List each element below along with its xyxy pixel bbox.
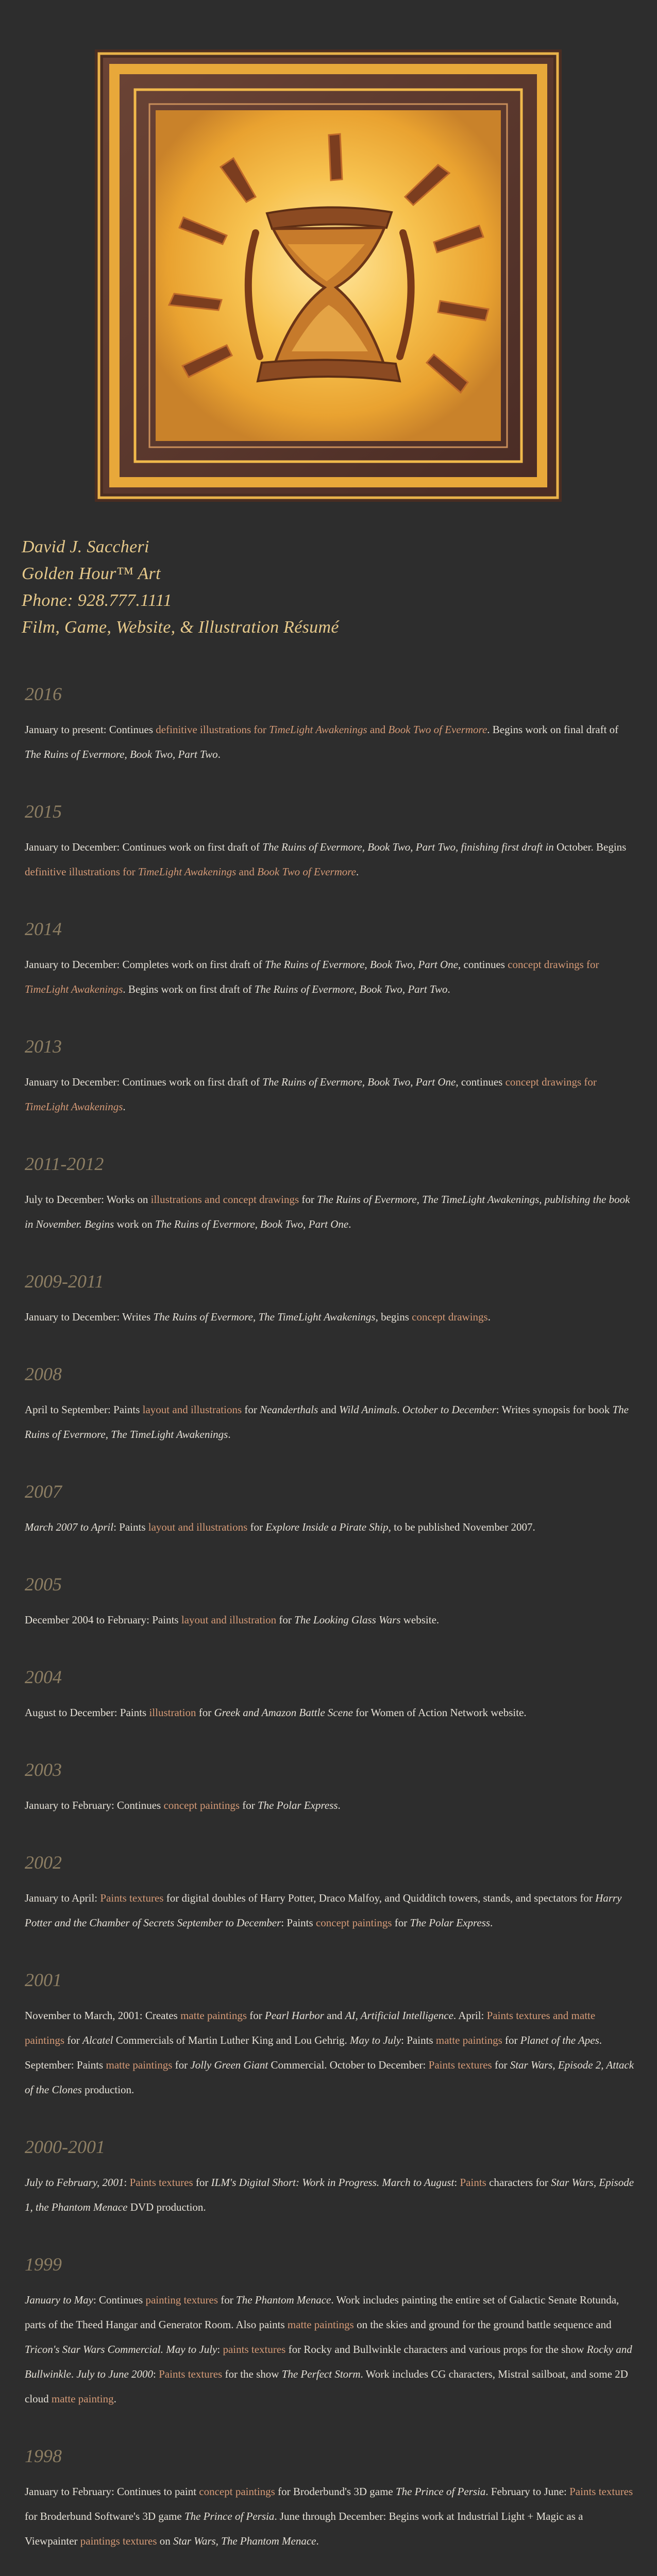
description-text: for [392, 1917, 410, 1929]
hourglass-sunburst-icon [92, 47, 566, 507]
description-text: January to December: Continues work on first draft of [25, 841, 263, 853]
description-text: The Ruins of Evermore, Book Two, Part Two [25, 748, 218, 760]
description-text: Commercials of Martin Luther King and Lou Gehrig. [113, 2034, 350, 2046]
description-text: : Paints [401, 2034, 436, 2046]
description-text: . June through December: Begins work at Industrial Light + Magic as a Viewpainter [25, 2510, 583, 2547]
description-text: for digital doubles of Harry Potter, Draco Malfoy, and Quidditch towers, stands, and spectators for [163, 1892, 596, 1904]
description-text: The Ruins of Evermore, Book Two, Part One [262, 1076, 456, 1088]
description-text: The Ruins of Evermore, Book Two, Part Two, finishing first draft in [262, 841, 554, 853]
description-text: The Ruins of Evermore, The TimeLight Awakenings [25, 1403, 629, 1440]
portfolio-link[interactable]: layout and illustrations [148, 1521, 248, 1533]
description-text: July to June 2000 [76, 2368, 154, 2380]
year-section [25, 1969, 635, 2102]
year-section [25, 1363, 635, 1447]
portfolio-link[interactable]: TimeLight Awakenings [25, 983, 123, 995]
description-text: January to May [25, 2294, 93, 2306]
description-text: August to December: Paints [25, 1706, 149, 1719]
portfolio-link[interactable]: Book Two of Evermore [257, 866, 356, 878]
year-description [25, 2003, 635, 2102]
year-heading: 2000-2001 [25, 2137, 105, 2157]
description-text: : [454, 2176, 460, 2189]
year-section [25, 918, 635, 1002]
description-text: The Ruins of Evermore, The TimeLight Awakenings [153, 1311, 376, 1323]
portfolio-link[interactable]: layout and illustrations [142, 1403, 242, 1416]
portfolio-link[interactable]: illustrations and concept drawings [150, 1193, 299, 1206]
description-text: . [71, 2368, 77, 2380]
description-text: for Broderbund Software's 3D game [25, 2510, 184, 2522]
year-heading: 2015 [25, 801, 62, 822]
description-text: . [217, 748, 221, 760]
year-description [25, 2287, 635, 2411]
description-text: AI, Artificial Intelligence [345, 2009, 453, 2022]
year-heading: 2005 [25, 1574, 62, 1595]
year-description [25, 2479, 635, 2553]
description-text: . Begins work on first draft of [123, 983, 255, 995]
year-section [25, 1036, 635, 1119]
description-text: website. [400, 1614, 440, 1626]
description-text: Neanderthals [260, 1403, 318, 1416]
description-text: Wild Animals [339, 1403, 397, 1416]
description-text: for [196, 1706, 214, 1719]
description-text: Star Wars, The Phantom Menace [173, 2535, 316, 2547]
description-text: Planet of the Apes [520, 2034, 599, 2046]
portfolio-link[interactable]: concept drawings [412, 1311, 488, 1323]
description-text: July to December: Works on [25, 1193, 151, 1206]
description-text: . April: [453, 2009, 487, 2022]
description-text: , to be published November 2007. [388, 1521, 535, 1533]
description-text: January to present: Continues [25, 723, 156, 736]
description-text: : [153, 2368, 159, 2380]
year-description [25, 835, 635, 884]
portfolio-link[interactable]: paints textures [223, 2343, 286, 2355]
description-text: , begins [375, 1311, 412, 1323]
description-text: for [64, 2034, 82, 2046]
year-heading: 2008 [25, 1364, 62, 1384]
portfolio-link[interactable]: layout and illustration [181, 1614, 277, 1626]
year-section [25, 801, 635, 884]
year-heading: 2004 [25, 1667, 62, 1687]
description-text: October to December [402, 1403, 496, 1416]
year-heading: 2014 [25, 919, 62, 939]
description-text: April to September: Paints [25, 1403, 143, 1416]
description-text: Harry Potter and the Chamber of Secrets September to December [25, 1892, 622, 1929]
description-text: for [218, 2294, 237, 2306]
year-section [25, 1153, 635, 1236]
artist-name: David J. Saccheri [22, 537, 149, 556]
portfolio-link[interactable]: concept paintings [199, 2485, 275, 2498]
portfolio-link[interactable]: definitive illustrations for [156, 723, 269, 736]
portfolio-link[interactable]: concept drawings for [505, 1076, 597, 1088]
portfolio-link[interactable]: Paints textures and matte paintings [25, 2009, 596, 2046]
year-section [25, 2136, 635, 2219]
description-text: for [492, 2059, 510, 2071]
description-text: . Work includes CG characters, Mistral sailboat, and some 2D cloud [25, 2368, 628, 2405]
description-text: , continues [458, 958, 508, 971]
description-text: for [299, 1193, 317, 1206]
description-text: Star Wars, Episode 1, the Phantom Menace [25, 2176, 634, 2213]
year-section [25, 2253, 635, 2411]
description-text: January to December: Completes work on first draft of [25, 958, 265, 971]
description-text: for [193, 2176, 211, 2189]
portfolio-link[interactable]: matte painting [51, 2393, 114, 2405]
description-text: . [316, 2535, 319, 2547]
description-text: characters for [486, 2176, 551, 2189]
description-text: January to April: [25, 1892, 100, 1904]
year-heading: 1998 [25, 2446, 62, 2466]
description-text: October. Begins [553, 841, 627, 853]
description-text: The Ruins of Evermore, Book Two, Part One [264, 958, 458, 971]
description-text: Tricon's Star Wars Commercial. May to July [25, 2343, 217, 2355]
portfolio-link[interactable]: matte paintings [106, 2059, 173, 2071]
description-text: . [356, 866, 359, 878]
phone-number: Phone: 928.777.1111 [22, 591, 172, 610]
description-text: The Ruins of Evermore, Book Two, Part Two [254, 983, 448, 995]
description-text: Star Wars, Episode 2, Attack of the Clones [25, 2059, 634, 2096]
description-text: Rocky and Bullwinkle [25, 2343, 632, 2380]
description-text: . [487, 1311, 491, 1323]
resume-header [22, 534, 635, 641]
portfolio-link[interactable]: concept paintings [163, 1799, 240, 1811]
company-name: Golden Hour™ Art [22, 564, 161, 583]
description-text: May to July [350, 2034, 401, 2046]
description-text: . [397, 1403, 402, 1416]
year-description [25, 1515, 635, 1539]
description-text: January to December: Continues work on first draft of [25, 1076, 263, 1088]
portfolio-link[interactable]: matte paintings [435, 2034, 502, 2046]
resume-title: Film, Game, Website, & Illustration Résumé [22, 618, 339, 637]
description-text: for Women of Action Network website. [352, 1706, 527, 1719]
description-text: The Prince of Persia [395, 2485, 486, 2498]
description-text: Pearl Harbor [265, 2009, 324, 2022]
year-section [25, 683, 635, 767]
description-text: work on [114, 1218, 156, 1230]
description-text: Commercial. October to December: [268, 2059, 429, 2071]
year-section [25, 1270, 635, 1329]
description-text: and [318, 1403, 340, 1416]
portfolio-link[interactable]: and [367, 723, 389, 736]
year-section [25, 1852, 635, 1935]
description-text: for [240, 1799, 258, 1811]
year-heading: 2016 [25, 684, 62, 704]
portfolio-link[interactable]: matte paintings [180, 2009, 247, 2022]
description-text: and [324, 2009, 345, 2022]
year-description [25, 1700, 635, 1725]
description-text: January to February: Continues to paint [25, 2485, 199, 2498]
portfolio-link[interactable]: Book Two of Evermore [388, 723, 487, 736]
description-text: for [172, 2059, 191, 2071]
description-text: Alcatel [82, 2034, 113, 2046]
year-description [25, 1304, 635, 1329]
description-text: . Work includes painting the entire set of Galactic Senate Rotunda, parts of the Theed Hangar and Generator Room. Also paints [25, 2294, 619, 2331]
year-heading: 2001 [25, 1970, 62, 1990]
description-text: January to December: Writes [25, 1311, 154, 1323]
portfolio-link[interactable]: Paints textures [428, 2059, 492, 2071]
year-heading: 2009-2011 [25, 1271, 104, 1292]
year-description [25, 2170, 635, 2219]
description-text: The Ruins of Evermore, The TimeLight Awakenings, publishing the book in November. Begins [25, 1193, 630, 1230]
portfolio-link[interactable]: illustration [149, 1706, 196, 1719]
description-text: : [124, 2176, 130, 2189]
description-text: . [228, 1428, 231, 1440]
portfolio-link[interactable]: Paints textures [129, 2176, 193, 2189]
year-section [25, 1481, 635, 1539]
portfolio-link[interactable]: TimeLight Awakenings [138, 866, 237, 878]
year-heading: 2003 [25, 1759, 62, 1780]
description-text: Greek and Amazon Battle Scene [214, 1706, 353, 1719]
description-text: : Continues [93, 2294, 146, 2306]
description-text: : Paints [281, 1917, 316, 1929]
description-text: The Perfect Storm [281, 2368, 361, 2380]
year-description [25, 1187, 635, 1236]
description-text: . [447, 983, 450, 995]
description-text: : [217, 2343, 223, 2355]
logo-artwork [92, 47, 566, 507]
portfolio-link[interactable]: paintings textures [80, 2535, 157, 2547]
year-description [25, 1793, 635, 1818]
year-description [25, 717, 635, 767]
description-text: : Writes synopsis for book [496, 1403, 613, 1416]
year-heading: 1999 [25, 2254, 62, 2275]
portfolio-link[interactable]: Paints textures [159, 2368, 223, 2380]
year-description [25, 1070, 635, 1119]
description-text: on [157, 2535, 174, 2547]
description-text: Jolly Green Giant [190, 2059, 268, 2071]
year-description [25, 952, 635, 1002]
description-text: for [276, 1614, 295, 1626]
portfolio-link[interactable]: concept drawings for [508, 958, 599, 971]
portfolio-link[interactable]: TimeLight Awakenings [269, 723, 367, 736]
year-section [25, 1573, 635, 1632]
portfolio-link[interactable]: painting textures [145, 2294, 218, 2306]
portfolio-link[interactable]: concept paintings [315, 1917, 392, 1929]
description-text: for [242, 1403, 260, 1416]
description-text: for Broderbund's 3D game [275, 2485, 396, 2498]
description-text: The Ruins of Evermore, Book Two, Part One [155, 1218, 349, 1230]
description-text: The Polar Express [258, 1799, 338, 1811]
description-text: Explore Inside a Pirate Ship [265, 1521, 389, 1533]
description-text: . [348, 1218, 351, 1230]
description-text: . September: Paints [25, 2034, 602, 2071]
resume-timeline [25, 683, 635, 2576]
description-text: . [123, 1100, 126, 1113]
year-section [25, 1759, 635, 1818]
description-text: The Looking Glass Wars [294, 1614, 401, 1626]
description-text: for [247, 1521, 266, 1533]
portfolio-link[interactable]: TimeLight Awakenings [25, 1100, 123, 1113]
year-section [25, 1666, 635, 1725]
portfolio-link[interactable]: Paints textures [100, 1892, 164, 1904]
year-heading: 2007 [25, 1481, 62, 1502]
description-text: DVD production. [127, 2201, 206, 2213]
year-description [25, 1607, 635, 1632]
description-text: for [502, 2034, 520, 2046]
description-text: for Rocky and Bullwinkle characters and various props for the show [285, 2343, 587, 2355]
description-text: . [338, 1799, 341, 1811]
description-text: , continues [456, 1076, 506, 1088]
year-section [25, 2445, 635, 2553]
description-text: The Prince of Persia [184, 2510, 275, 2522]
year-heading: 2002 [25, 1852, 62, 1873]
description-text: production. [81, 2083, 134, 2096]
description-text: on the skies and ground for the ground battle sequence and [353, 2318, 612, 2331]
portfolio-link[interactable]: Paints [460, 2176, 486, 2189]
portfolio-link[interactable]: Paints textures [569, 2485, 633, 2498]
description-text: The Phantom Menace [236, 2294, 331, 2306]
description-text: November to March, 2001: Creates [25, 2009, 181, 2022]
year-description [25, 1397, 635, 1447]
description-text: . February to June: [485, 2485, 570, 2498]
year-description [25, 1886, 635, 1935]
description-text: . Begins work on final draft of [487, 723, 619, 736]
portfolio-link[interactable]: matte paintings [287, 2318, 354, 2331]
description-text: for the show [222, 2368, 282, 2380]
description-text: . [113, 2393, 116, 2405]
year-heading: 2013 [25, 1036, 62, 1057]
description-text: for [247, 2009, 265, 2022]
description-text: The Polar Express [410, 1917, 491, 1929]
description-text: March 2007 to April [25, 1521, 114, 1533]
portfolio-link[interactable]: and [236, 866, 258, 878]
description-text: December 2004 to February: Paints [25, 1614, 181, 1626]
portfolio-link[interactable]: definitive illustrations for [25, 866, 138, 878]
description-text: . [490, 1917, 493, 1929]
description-text: : Paints [113, 1521, 148, 1533]
year-heading: 2011-2012 [25, 1154, 104, 1174]
description-text: ILM's Digital Short: Work in Progress. March to August [211, 2176, 454, 2189]
description-text: July to February, 2001 [25, 2176, 124, 2189]
description-text: January to February: Continues [25, 1799, 164, 1811]
